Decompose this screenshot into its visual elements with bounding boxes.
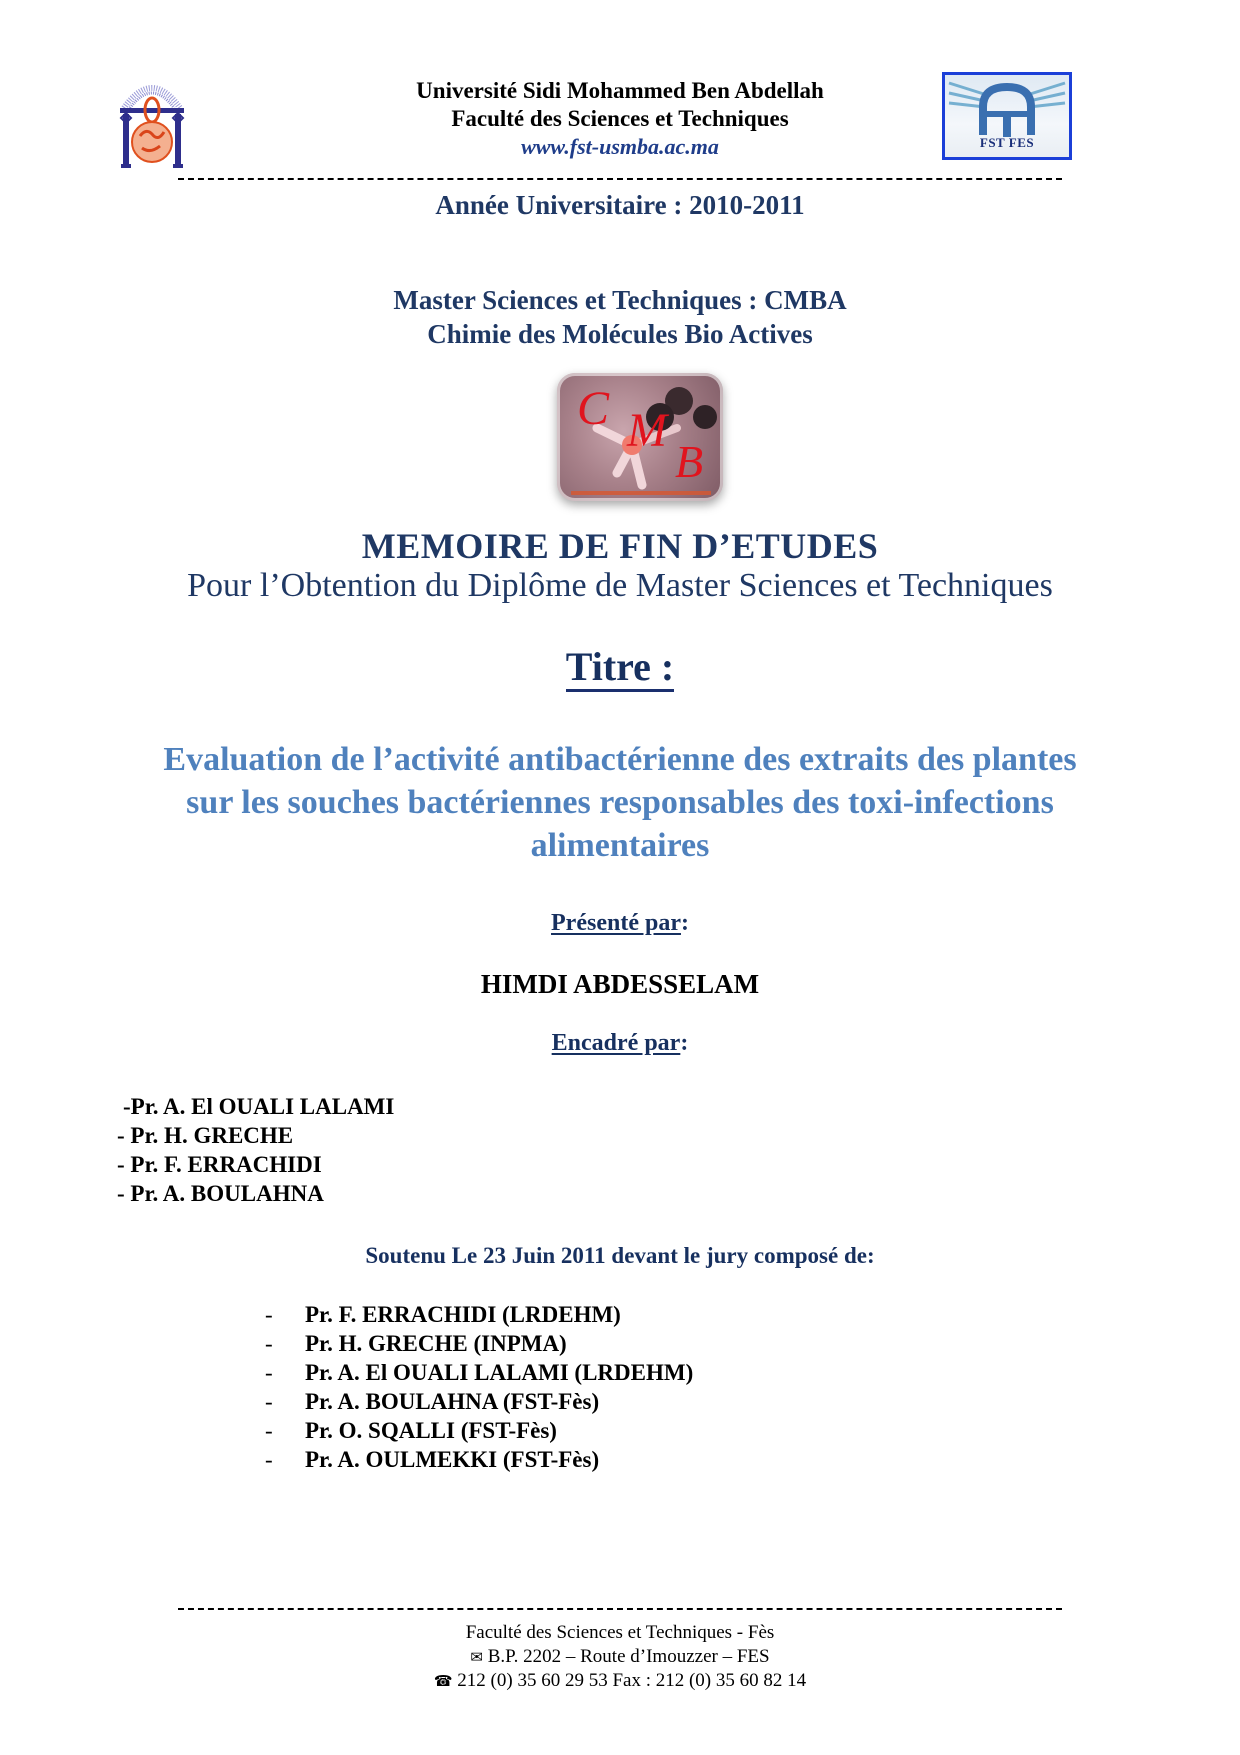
university-name: Université Sidi Mohammed Ben Abdellah — [416, 78, 824, 103]
presented-by-label — [0, 910, 1240, 937]
supervisor-item: - Pr. F. ERRACHIDI — [117, 1152, 322, 1177]
faculty-name: Faculté des Sciences et Techniques — [451, 106, 789, 131]
jury-member-name: Pr. A. El OUALI LALAMI (LRDEHM) — [305, 1360, 694, 1385]
list-bullet: - — [265, 1331, 273, 1356]
fst-fes-logo-text: FST FES — [979, 135, 1035, 150]
cmba-logo-letter-m: M — [627, 404, 667, 457]
jury-member — [265, 1387, 693, 1416]
footer-divider — [178, 1608, 1062, 1610]
jury-member — [265, 1445, 693, 1474]
footer-address: B.P. 2202 – Route d’Imouzzer – FES — [487, 1646, 770, 1667]
defense-statement: Soutenu Le 23 Juin 2011 devant le jury composé de: — [365, 1243, 875, 1268]
website-link[interactable]: www.fst-usmba.ac.ma — [521, 134, 719, 159]
master-program-subtitle: Chimie des Molécules Bio Actives — [427, 319, 813, 349]
supervisor-item: - Pr. H. GRECHE — [117, 1123, 294, 1148]
presented-by-colon: : — [680, 910, 689, 936]
cmba-logo — [557, 373, 723, 501]
footer-faculty: Faculté des Sciences et Techniques - Fès — [465, 1622, 775, 1643]
fst-fes-logo — [942, 72, 1072, 160]
thesis-title-line: alimentaires — [530, 827, 710, 864]
list-bullet: - — [265, 1389, 273, 1414]
supervised-by-label — [0, 1030, 1240, 1057]
memoire-heading: MEMOIRE DE FIN D’ETUDES — [361, 526, 879, 566]
supervisor-item: - Pr. A. BOULAHNA — [117, 1181, 324, 1206]
footer-phone-line — [0, 1669, 1240, 1693]
thesis-title-line: sur les souches bactériennes responsables des toxi-infections — [186, 784, 1054, 821]
titre-label — [0, 643, 1240, 690]
student-name: HIMDI ABDESSELAM — [480, 969, 760, 999]
jury-member-name: Pr. A. OULMEKKI (FST-Fès) — [305, 1447, 600, 1472]
titre-label-text: Titre : — [566, 644, 675, 692]
memoire-subtitle: Pour l’Obtention du Diplôme de Master Sciences et Techniques — [187, 567, 1053, 604]
master-program-name: Master Sciences et Techniques : CMBA — [393, 285, 847, 315]
list-bullet: - — [265, 1418, 273, 1443]
supervisor-item: -Pr. A. El OUALI LALAMI — [123, 1094, 395, 1119]
jury-member — [265, 1358, 693, 1387]
supervised-by-text: Encadré par — [551, 1030, 681, 1056]
footer — [0, 1621, 1240, 1693]
cmba-logo-letter-b: B — [675, 436, 704, 487]
mail-icon: ✉ — [470, 1648, 483, 1666]
jury-list — [265, 1300, 693, 1474]
jury-member — [265, 1416, 693, 1445]
phone-icon: ☎ — [433, 1672, 453, 1690]
thesis-title — [0, 738, 1240, 867]
jury-member — [265, 1329, 693, 1358]
header-divider — [178, 178, 1062, 180]
list-bullet: - — [265, 1360, 273, 1385]
jury-member-name: Pr. A. BOULAHNA (FST-Fès) — [305, 1389, 600, 1414]
jury-member-name: Pr. H. GRECHE (INPMA) — [305, 1331, 567, 1356]
academic-year: Année Universitaire : 2010-2011 — [435, 190, 805, 220]
supervised-by-colon: : — [680, 1030, 689, 1056]
thesis-title-line: Evaluation de l’activité antibactérienne des extraits des plantes — [163, 741, 1077, 778]
list-bullet: - — [265, 1447, 273, 1472]
master-program — [0, 283, 1240, 351]
supervisor-list — [117, 1092, 394, 1208]
footer-address-line — [0, 1645, 1240, 1669]
cmba-logo-letter-c: C — [577, 382, 610, 435]
presented-by-text: Présenté par — [551, 910, 681, 936]
footer-phone: 212 (0) 35 60 29 53 Fax : 212 (0) 35 60 82 14 — [457, 1670, 807, 1691]
jury-member-name: Pr. F. ERRACHIDI (LRDEHM) — [305, 1302, 621, 1327]
list-bullet: - — [265, 1302, 273, 1327]
jury-member-name: Pr. O. SQALLI (FST-Fès) — [305, 1418, 557, 1443]
jury-member — [265, 1300, 693, 1329]
